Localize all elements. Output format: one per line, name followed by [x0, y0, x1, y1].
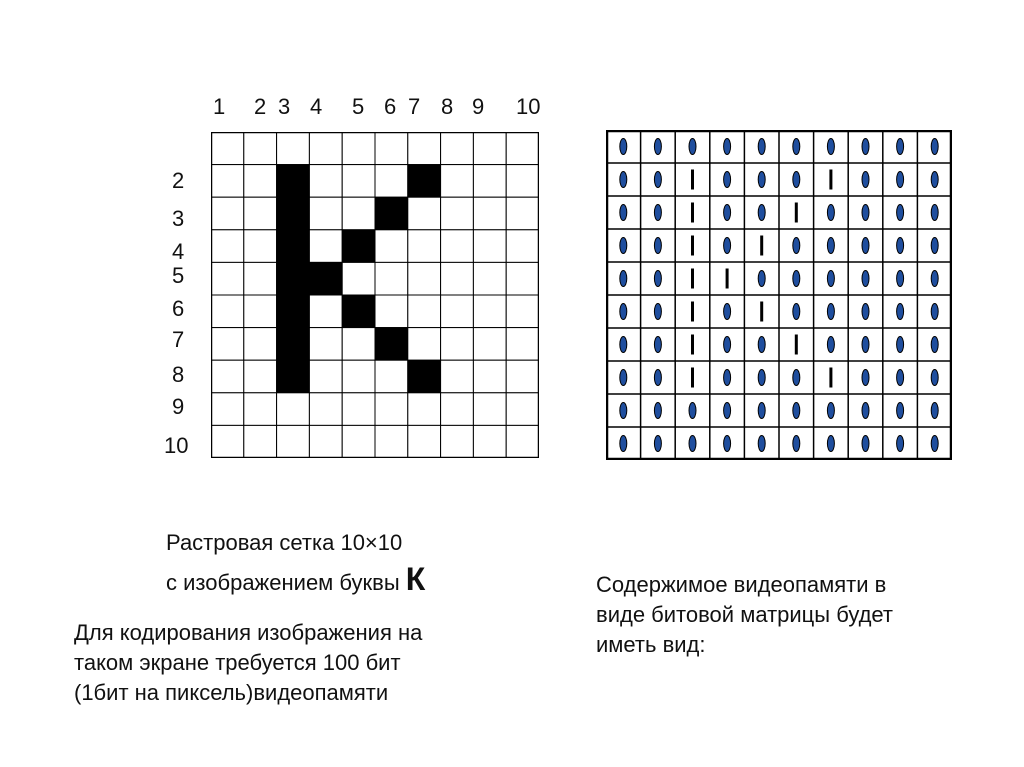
- bit-one: [760, 236, 763, 256]
- empty-pixel: [244, 425, 277, 458]
- bit-zero: [620, 205, 627, 221]
- bit-zero: [931, 238, 938, 254]
- bit-zero: [862, 205, 869, 221]
- empty-pixel: [375, 393, 408, 426]
- column-label: 10: [516, 94, 541, 119]
- bit-one: [795, 335, 798, 355]
- bit-zero: [758, 403, 765, 419]
- empty-pixel: [506, 165, 539, 198]
- raster-caption: [166, 528, 425, 598]
- empty-pixel: [211, 197, 244, 230]
- column-label: 4: [310, 94, 323, 119]
- empty-pixel: [309, 393, 342, 426]
- row-label: 3: [172, 206, 185, 231]
- empty-pixel: [309, 360, 342, 393]
- bit-zero: [897, 172, 904, 188]
- column-label: 1: [213, 94, 226, 119]
- empty-pixel: [342, 165, 375, 198]
- bit-zero: [931, 172, 938, 188]
- empty-pixel: [244, 295, 277, 328]
- row-label: 8: [172, 362, 185, 387]
- bit-zero: [620, 172, 627, 188]
- empty-pixel: [277, 132, 310, 165]
- empty-pixel: [244, 132, 277, 165]
- row-label: 5: [172, 263, 185, 288]
- row-label: 7: [172, 327, 185, 352]
- bit-zero: [897, 139, 904, 155]
- bit-zero: [689, 139, 696, 155]
- empty-pixel: [211, 425, 244, 458]
- bit-zero: [654, 337, 661, 353]
- bit-zero: [827, 304, 834, 320]
- bit-zero: [862, 403, 869, 419]
- empty-pixel: [342, 425, 375, 458]
- bit-zero: [620, 403, 627, 419]
- bit-zero: [758, 370, 765, 386]
- bit-zero: [758, 205, 765, 221]
- empty-pixel: [408, 197, 441, 230]
- bit-zero: [931, 337, 938, 353]
- empty-pixel: [375, 295, 408, 328]
- bit-zero: [620, 304, 627, 320]
- column-label: 7: [408, 94, 421, 119]
- bit-zero: [654, 304, 661, 320]
- bit-zero: [793, 238, 800, 254]
- bit-zero: [654, 436, 661, 452]
- bit-zero: [724, 436, 731, 452]
- empty-pixel: [473, 197, 506, 230]
- bit-zero: [724, 403, 731, 419]
- bit-zero: [931, 370, 938, 386]
- empty-pixel: [211, 165, 244, 198]
- empty-pixel: [506, 262, 539, 295]
- bit-zero: [654, 172, 661, 188]
- filled-pixel: [277, 295, 310, 328]
- empty-pixel: [473, 165, 506, 198]
- empty-pixel: [211, 328, 244, 361]
- bit-zero: [724, 337, 731, 353]
- empty-pixel: [506, 328, 539, 361]
- empty-pixel: [506, 197, 539, 230]
- bit-zero: [620, 139, 627, 155]
- bit-zero: [931, 205, 938, 221]
- empty-pixel: [408, 328, 441, 361]
- caption-letter: К: [405, 561, 426, 597]
- filled-pixel: [277, 165, 310, 198]
- bit-zero: [897, 370, 904, 386]
- bit-zero: [654, 205, 661, 221]
- filled-pixel: [277, 262, 310, 295]
- bit-zero: [862, 337, 869, 353]
- empty-pixel: [506, 230, 539, 263]
- column-label: 3: [278, 94, 291, 119]
- bit-one: [726, 269, 729, 289]
- empty-pixel: [342, 393, 375, 426]
- empty-pixel: [244, 393, 277, 426]
- filled-pixel: [408, 165, 441, 198]
- empty-pixel: [309, 295, 342, 328]
- bit-zero: [827, 238, 834, 254]
- bit-zero: [654, 271, 661, 287]
- bit-one: [829, 170, 832, 190]
- bit-zero: [654, 238, 661, 254]
- empty-pixel: [244, 230, 277, 263]
- bit-zero: [793, 304, 800, 320]
- bit-matrix: [606, 130, 952, 460]
- column-label: 6: [384, 94, 397, 119]
- empty-pixel: [342, 197, 375, 230]
- raster-grid: [211, 132, 539, 458]
- bit-one: [691, 170, 694, 190]
- bit-zero: [758, 436, 765, 452]
- empty-pixel: [375, 132, 408, 165]
- empty-pixel: [408, 230, 441, 263]
- bit-zero: [862, 139, 869, 155]
- bit-zero: [897, 238, 904, 254]
- filled-pixel: [277, 360, 310, 393]
- bit-zero: [931, 403, 938, 419]
- filled-pixel: [277, 197, 310, 230]
- caption-prefix: с изображением буквы: [166, 570, 406, 595]
- filled-pixel: [277, 328, 310, 361]
- empty-pixel: [375, 230, 408, 263]
- empty-pixel: [244, 262, 277, 295]
- empty-pixel: [375, 165, 408, 198]
- bit-zero: [931, 304, 938, 320]
- bit-zero: [897, 304, 904, 320]
- encoding-note-line: (1бит на пиксель)видеопамяти: [74, 680, 389, 705]
- empty-pixel: [408, 295, 441, 328]
- bit-zero: [897, 337, 904, 353]
- bit-zero: [793, 370, 800, 386]
- empty-pixel: [375, 425, 408, 458]
- caption-line-1: Растровая сетка 10×10: [166, 530, 403, 555]
- bit-zero: [862, 436, 869, 452]
- empty-pixel: [211, 262, 244, 295]
- empty-pixel: [506, 425, 539, 458]
- bit-one: [691, 269, 694, 289]
- filled-pixel: [342, 230, 375, 263]
- bit-zero: [827, 205, 834, 221]
- empty-pixel: [342, 328, 375, 361]
- empty-pixel: [244, 197, 277, 230]
- bit-zero: [862, 238, 869, 254]
- empty-pixel: [473, 230, 506, 263]
- video-memory-note: [596, 570, 893, 660]
- video-memory-note-line: виде битовой матрицы будет: [596, 602, 893, 627]
- bit-one: [760, 302, 763, 322]
- bit-zero: [862, 304, 869, 320]
- bit-zero: [758, 271, 765, 287]
- bit-zero: [793, 436, 800, 452]
- empty-pixel: [506, 132, 539, 165]
- empty-pixel: [211, 393, 244, 426]
- bit-zero: [862, 271, 869, 287]
- empty-pixel: [342, 132, 375, 165]
- bit-zero: [931, 139, 938, 155]
- bit-zero: [724, 172, 731, 188]
- encoding-note-line: таком экране требуется 100 бит: [74, 650, 401, 675]
- row-label: 2: [172, 168, 185, 193]
- empty-pixel: [441, 295, 474, 328]
- bit-zero: [724, 205, 731, 221]
- caption-line-2: [166, 561, 426, 598]
- bit-zero: [827, 436, 834, 452]
- empty-pixel: [309, 197, 342, 230]
- bit-zero: [862, 172, 869, 188]
- empty-pixel: [342, 360, 375, 393]
- empty-pixel: [309, 425, 342, 458]
- video-memory-note-line: иметь вид:: [596, 632, 706, 657]
- bit-one: [691, 368, 694, 388]
- empty-pixel: [309, 328, 342, 361]
- bit-zero: [689, 403, 696, 419]
- bit-one: [691, 203, 694, 223]
- bit-one: [829, 368, 832, 388]
- bit-zero: [793, 172, 800, 188]
- bit-zero: [654, 370, 661, 386]
- bit-zero: [897, 271, 904, 287]
- empty-pixel: [309, 165, 342, 198]
- bit-zero: [827, 271, 834, 287]
- column-label: 5: [352, 94, 365, 119]
- empty-pixel: [441, 262, 474, 295]
- empty-pixel: [441, 328, 474, 361]
- empty-pixel: [441, 165, 474, 198]
- filled-pixel: [408, 360, 441, 393]
- bit-zero: [689, 436, 696, 452]
- empty-pixel: [441, 425, 474, 458]
- row-label: 10: [164, 433, 189, 458]
- empty-pixel: [309, 132, 342, 165]
- empty-pixel: [309, 230, 342, 263]
- bit-zero: [897, 436, 904, 452]
- empty-pixel: [506, 295, 539, 328]
- filled-pixel: [309, 262, 342, 295]
- filled-pixel: [277, 230, 310, 263]
- empty-pixel: [473, 393, 506, 426]
- bit-zero: [620, 436, 627, 452]
- filled-pixel: [375, 197, 408, 230]
- empty-pixel: [473, 262, 506, 295]
- empty-pixel: [473, 295, 506, 328]
- bit-zero: [827, 403, 834, 419]
- empty-pixel: [473, 360, 506, 393]
- empty-pixel: [441, 132, 474, 165]
- bit-zero: [862, 370, 869, 386]
- empty-pixel: [375, 360, 408, 393]
- row-label: 6: [172, 296, 185, 321]
- column-label: 2: [254, 94, 267, 119]
- empty-pixel: [441, 393, 474, 426]
- bit-zero: [793, 271, 800, 287]
- empty-pixel: [506, 393, 539, 426]
- empty-pixel: [441, 197, 474, 230]
- empty-pixel: [211, 132, 244, 165]
- column-label: 9: [472, 94, 485, 119]
- filled-pixel: [342, 295, 375, 328]
- bit-zero: [827, 139, 834, 155]
- empty-pixel: [211, 230, 244, 263]
- empty-pixel: [473, 328, 506, 361]
- empty-pixel: [408, 393, 441, 426]
- empty-pixel: [375, 262, 408, 295]
- bit-zero: [724, 238, 731, 254]
- bit-zero: [620, 370, 627, 386]
- empty-pixel: [408, 425, 441, 458]
- bit-zero: [758, 337, 765, 353]
- bit-one: [691, 236, 694, 256]
- bit-zero: [620, 271, 627, 287]
- empty-pixel: [441, 360, 474, 393]
- bit-one: [691, 335, 694, 355]
- bit-zero: [931, 436, 938, 452]
- empty-pixel: [408, 132, 441, 165]
- bit-zero: [793, 139, 800, 155]
- bit-one: [691, 302, 694, 322]
- empty-pixel: [473, 425, 506, 458]
- row-label: 4: [172, 239, 185, 264]
- empty-pixel: [506, 360, 539, 393]
- bit-zero: [620, 337, 627, 353]
- bit-zero: [654, 403, 661, 419]
- bit-zero: [620, 238, 627, 254]
- encoding-note: [74, 618, 422, 708]
- bit-zero: [724, 304, 731, 320]
- empty-pixel: [441, 230, 474, 263]
- empty-pixel: [473, 132, 506, 165]
- empty-pixel: [277, 425, 310, 458]
- bit-zero: [758, 172, 765, 188]
- empty-pixel: [408, 262, 441, 295]
- row-label: 9: [172, 394, 185, 419]
- bit-zero: [724, 370, 731, 386]
- bit-zero: [827, 337, 834, 353]
- empty-pixel: [277, 393, 310, 426]
- filled-pixel: [375, 328, 408, 361]
- bit-zero: [793, 403, 800, 419]
- bit-zero: [897, 205, 904, 221]
- empty-pixel: [211, 295, 244, 328]
- column-label: 8: [441, 94, 454, 119]
- empty-pixel: [244, 328, 277, 361]
- empty-pixel: [244, 165, 277, 198]
- bit-one: [795, 203, 798, 223]
- bit-zero: [654, 139, 661, 155]
- empty-pixel: [342, 262, 375, 295]
- bit-zero: [758, 139, 765, 155]
- encoding-note-line: Для кодирования изображения на: [74, 620, 423, 645]
- bit-zero: [931, 271, 938, 287]
- empty-pixel: [211, 360, 244, 393]
- bit-zero: [897, 403, 904, 419]
- bit-zero: [724, 139, 731, 155]
- video-memory-note-line: Содержимое видеопамяти в: [596, 572, 887, 597]
- empty-pixel: [244, 360, 277, 393]
